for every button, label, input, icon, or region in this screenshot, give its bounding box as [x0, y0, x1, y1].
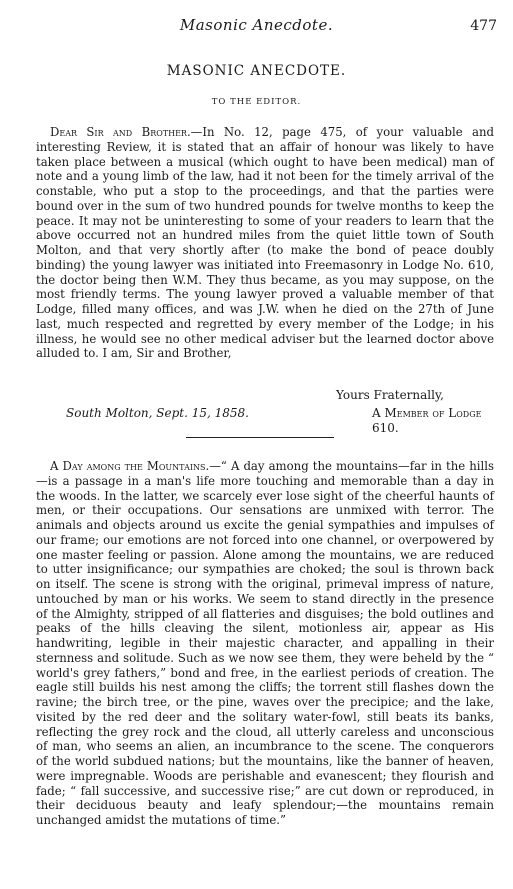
salutation: Dear Sir and Brother.: [50, 125, 191, 139]
page-number: 477: [470, 18, 497, 34]
article-title: MASONIC ANECDOTE.: [166, 63, 347, 79]
section-divider: [186, 437, 334, 438]
dateline: South Molton, Sept. 15, 1858.: [66, 406, 249, 420]
letter-paragraph: [36, 125, 494, 361]
article-paragraph: [36, 459, 494, 828]
letter-body: —In No. 12, page 475, of your valuable and interesting Review, it is stated that an affair of honour was likely to have taken place between a musical (which ought to have been medical) man of note and a young limb of the law, had it not been for the timely arrival of the constable, who put a stop to the proceedings, and that the parties were bound over in the sum of two hundred pounds for twelve months to keep the peace. It may not be uninteresting to some of your readers to learn that the above occurred not an hundred miles from the quiet little town of South Molton, and that very shortly after (to make the bond of peace doubly binding) the young lawyer was initiated into Freemasonry in Lodge No. 610, the doctor being then W.M. They thus became, as you may suppose, on the most friendly terms. The young lawyer proved a valuable member of that Lodge, filled many offices, and was J.W. when he died on the 27th of June last, much respected and regretted by every member of the Lodge; in his illness, he would see no other medical adviser but the learned doctor above alluded to. I am, Sir and Brother,: [36, 125, 494, 361]
running-title: Masonic Anecdote.: [179, 16, 334, 34]
closing: Yours Fraternally,: [336, 388, 444, 402]
article-body: —“ A day among the mountains—far in the hills—is a passage in a man's life more touching and memorable than a day in the woods. In the latter, we scarcely ever lose sight of the cheerful haunts of men, or their occupations. Our sensations are unmixed with terror. The animals and objects around us excite the genial sympathies and impulses of our frame; our emotions are not forced into one channel, or overpowered by one master feeling or passion. Alone among the mountains, we are reduced to utter insignificance; our sympathies are choked; the soul is thrown back on itself. The scene is strong with the original, primeval impress of nature, untouched by man or his works. We seem to stand directly in the presence of the Almighty, stripped of all flatteries and disguises; the bold outlines and peaks of the hills cleaving the silent, motionless air, appear as His handwriting, legible in their majestic character, and appalling in their sternness and solitude. Such as we now see them, they were beheld by the “ world's grey fathers,” bond and free, in the earliest periods of creation. The eagle still builds his nest among the cliffs; the torrent still flashes down the ravine; the birch tree, or the pine, waves over the precipice; and the lake, visited by the red deer and the solitary water-fowl, still beats its banks, reflecting the grey rock and the cloud, all utterly careless and unconscious of man, who seems an alien, an incumbrance to the scene. The conquerors of the world subdued nations; but the mountains, like the banner of heaven, were impregnable. Woods are perishable and evanescent; they flourish and fade; “ fall successive, and successive rise;” are cut down or reproduced, in their deciduous beauty and leafy splendour;—the mountains remain unchanged amidst the mutations of time.”: [36, 459, 494, 827]
article-subtitle: TO THE EDITOR.: [211, 97, 302, 107]
article-lead: A Day among the Mountains.: [50, 459, 210, 473]
signature: A Member of Lodge 610.: [372, 406, 482, 435]
